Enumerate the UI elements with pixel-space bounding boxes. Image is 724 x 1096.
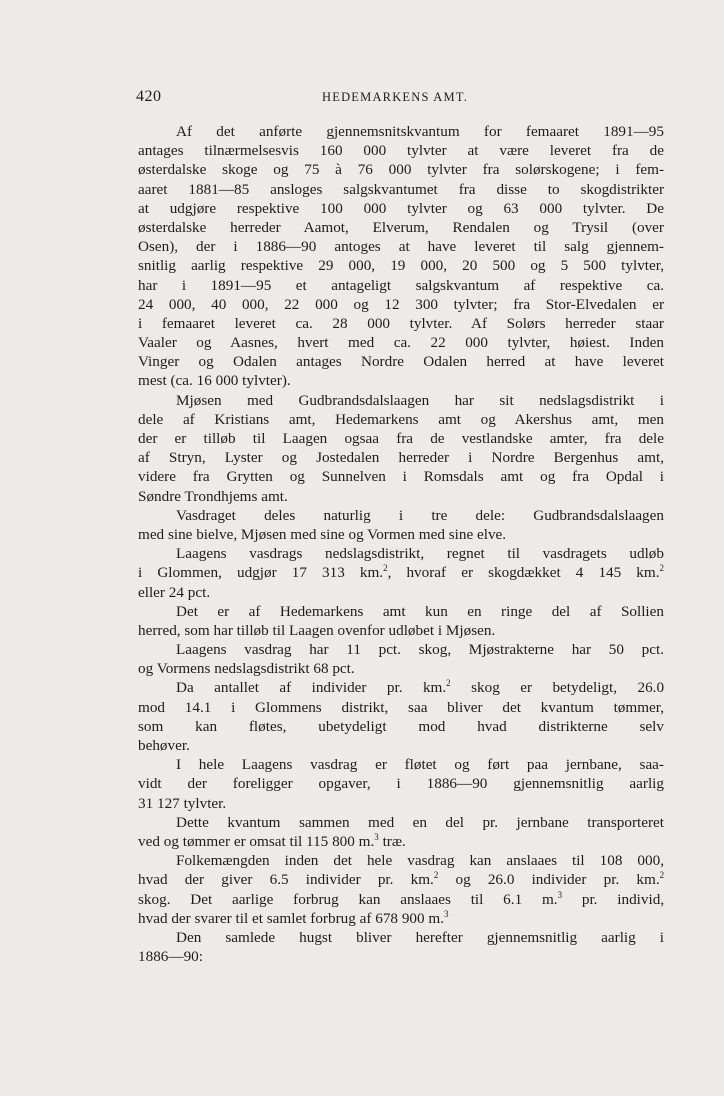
text-line: vidt der foreligger opgaver, i 1886—90 gjennemsnitlig aarlig — [138, 775, 664, 793]
text-line: Vaaler og Aasnes, hvert med ca. 22 000 tylvter, høiest. Inden — [138, 334, 664, 352]
text-line: Da antallet af individer pr. km.$^2$ skog er betydeligt, 26.0 — [176, 678, 664, 697]
text-line: Mjøsen med Gudbrandsdalslaagen har sit nedslagsdistrikt i — [176, 391, 664, 409]
text-line: i femaaret leveret ca. 28 000 tylvter. Af Solørs herreder staar — [138, 314, 664, 332]
text-line: snitlig aarlig respektive 29 000, 19 000, 20 500 og 5 500 tylvter, — [138, 257, 664, 275]
text-line: med sine bielve, Mjøsen med sine og Vormen med sine elve. — [138, 525, 507, 543]
text-line: Laagens vasdrag har 11 pct. skog, Mjøstrakterne har 50 pct. — [176, 641, 664, 659]
text-line: at udgjøre respektive 100 000 tylvter og 63 000 tylvter. De — [138, 199, 664, 217]
text-line: mest (ca. 16 000 tylvter). — [138, 372, 291, 390]
text-line: 24 000, 40 000, 22 000 og 12 300 tylvter; fra Stor-Elvedalen er — [138, 295, 664, 313]
running-title: HEDEMARKENS AMT. — [322, 90, 469, 104]
text-line: der er tilløb til Laagen ogsaa fra de vestlandske amter, fra dele — [138, 430, 664, 447]
text-line: Laagens vasdrags nedslagsdistrikt, regnet til vasdragets udløb — [176, 545, 664, 563]
text-line: herred, som har tilløb til Laagen ovenfor udløbet i Mjøsen. — [138, 621, 496, 639]
text-line: Den samlede hugst bliver herefter gjennemsnitlig aarlig i — [176, 928, 664, 946]
text-line: østerdalske skoge og 75 à 76 000 tylvter fra solørskogene; i fem- — [138, 161, 664, 179]
text-line: eller 24 pct. — [138, 583, 211, 601]
text-line: Af det anførte gjennemsnitskvantum for femaaret 1891—95 — [176, 123, 664, 140]
text-line: hvad der svarer til et samlet forbrug af 678 900 m.$^3$ — [138, 908, 449, 927]
text-line: østerdalske herreder Aamot, Elverum, Rendalen og Trysil (over — [138, 218, 664, 236]
text-line: som kan fløtes, ubetydeligt mod hvad distrikterne selv — [138, 717, 664, 735]
text-line: og Vormens nedslagsdistrikt 68 pct. — [138, 660, 355, 678]
text-line: Det er af Hedemarkens amt kun en ringe del af Sollien — [176, 602, 664, 620]
text-line: i Glommen, udgjør 17 313 km.$^2$, hvoraf er skogdækket 4 145 km.$^2$ — [138, 563, 664, 582]
text-line: mod 14.1 i Glommens distrikt, saa bliver det kvantum tømmer, — [138, 698, 664, 716]
text-line: har i 1891—95 et antageligt salgskvantum af respektive ca. — [138, 276, 664, 294]
text-line: 31 127 tylvter. — [138, 794, 227, 812]
text-line: af Stryn, Lyster og Jostedalen herreder i Nordre Bergenhus amt, — [138, 449, 664, 467]
text-line: Dette kvantum sammen med en del pr. jernbane transporteret — [176, 813, 664, 831]
text-line: 1886—90: — [138, 948, 203, 966]
text-line: Søndre Trondhjems amt. — [138, 487, 288, 505]
text-line: videre fra Grytten og Sunnelven i Romsdals amt og fra Opdal i — [138, 468, 664, 486]
text-line: Folkemængden inden det hele vasdrag kan anslaaes til 108 000, — [176, 852, 664, 870]
text-line: ved og tømmer er omsat til 115 800 m.$^3$ træ. — [138, 831, 406, 850]
text-line: Vinger og Odalen antages Nordre Odalen herred at have leveret — [138, 353, 664, 371]
text-line: dele af Kristians amt, Hedemarkens amt og Akershus amt, men — [138, 410, 664, 428]
text-line: hvad der giver 6.5 individer pr. km.$^2$ og 26.0 individer pr. km.$^2$ — [138, 870, 664, 889]
text-line: I hele Laagens vasdrag er fløtet og ført paa jernbane, saa- — [176, 756, 664, 774]
text-line: Osen), der i 1886—90 antoges at have leveret til salg gjennem- — [138, 238, 664, 256]
text-line: antages tilnærmelsesvis 160 000 tylvter at være leveret fra de — [138, 142, 664, 160]
text-line: skog. Det aarlige forbrug kan anslaaes til 6.1 m.$^3$ pr. individ, — [138, 889, 664, 908]
text-line: behøver. — [138, 737, 190, 754]
page-number: 420 — [136, 88, 162, 105]
text-line: aaret 1881—85 ansloges salgskvantumet fra disse to skogdistrikter — [138, 180, 664, 198]
text-line: Vasdraget deles naturlig i tre dele: Gudbrandsdalslaagen — [176, 506, 664, 524]
body-text — [138, 122, 664, 966]
